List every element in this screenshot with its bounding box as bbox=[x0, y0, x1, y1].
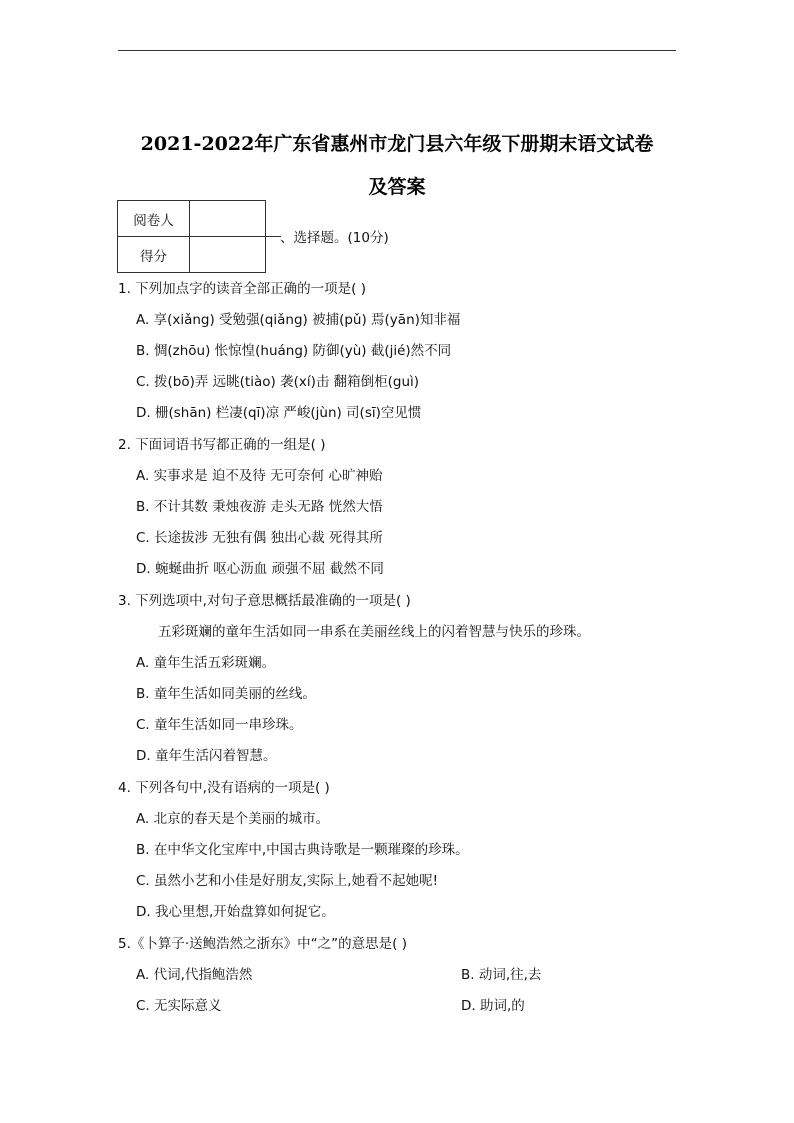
option: C. 童年生活如同一串珍珠。 bbox=[136, 717, 303, 733]
score-label: 得分 bbox=[118, 237, 190, 273]
score-field[interactable] bbox=[190, 237, 266, 273]
option: B. 在中华文化宝库中,中国古典诗歌是一颗璀璨的珍珠。 bbox=[136, 842, 469, 858]
reviewer-field[interactable] bbox=[190, 201, 266, 237]
section-heading: 、选择题。(10分) bbox=[280, 230, 389, 246]
option: C. 无实际意义 bbox=[136, 998, 222, 1014]
option: D. 蜿蜒曲折 呕心沥血 顽强不屈 截然不同 bbox=[136, 561, 384, 577]
option: C. 虽然小艺和小佳是好朋友,实际上,她看不起她呢! bbox=[136, 873, 439, 889]
header-rule bbox=[118, 50, 676, 51]
quoted-sentence: 五彩斑斓的童年生活如同一串系在美丽丝线上的闪着智慧与快乐的珍珠。 bbox=[158, 624, 590, 640]
option: D. 栅(shān) 栏凄(qī)凉 严峻(jùn) 司(sī)空见惯 bbox=[136, 405, 422, 421]
score-table bbox=[117, 200, 266, 273]
option: A. 童年生活五彩斑斓。 bbox=[136, 655, 276, 671]
table-connector-line bbox=[265, 236, 281, 237]
document-title-continued: 及答案 bbox=[368, 176, 426, 198]
option: A. 享(xiǎng) 受勉强(qiǎng) 被捕(pǔ) 焉(yān)知非福 bbox=[136, 312, 461, 328]
document-title: 2021-2022年广东省惠州市龙门县六年级下册期末语文试卷 bbox=[140, 133, 654, 155]
option: D. 助词,的 bbox=[461, 998, 525, 1014]
option: A. 实事求是 迫不及待 无可奈何 心旷神贻 bbox=[136, 468, 383, 484]
option: B. 动词,往,去 bbox=[461, 967, 542, 983]
option: D. 我心里想,开始盘算如何捉它。 bbox=[136, 904, 335, 920]
option: D. 童年生活闪着智慧。 bbox=[136, 748, 277, 764]
question-stem: 4. 下列各句中,没有语病的一项是( ) bbox=[118, 780, 330, 796]
option: A. 代词,代指鲍浩然 bbox=[136, 967, 253, 983]
option: B. 童年生活如同美丽的丝线。 bbox=[136, 686, 316, 702]
option: B. 不计其数 秉烛夜游 走头无路 恍然大悟 bbox=[136, 499, 383, 515]
question-stem: 2. 下面词语书写都正确的一组是( ) bbox=[118, 437, 326, 453]
reviewer-label: 阅卷人 bbox=[118, 201, 190, 237]
option: C. 长途拔涉 无独有偶 独出心裁 死得其所 bbox=[136, 530, 383, 546]
question-stem: 1. 下列加点字的读音全部正确的一项是( ) bbox=[118, 281, 366, 297]
option: A. 北京的春天是个美丽的城市。 bbox=[136, 811, 330, 827]
option: C. 拨(bō)弄 远眺(tiào) 袭(xí)击 翻箱倒柜(guì) bbox=[136, 374, 420, 390]
option: B. 惆(zhōu) 怅惊惶(huáng) 防御(yù) 截(jié)然不同 bbox=[136, 343, 452, 359]
question-stem: 5.《卜算子·送鲍浩然之浙东》中“之”的意思是( ) bbox=[118, 936, 407, 952]
question-stem: 3. 下列选项中,对句子意思概括最准确的一项是( ) bbox=[118, 593, 411, 609]
